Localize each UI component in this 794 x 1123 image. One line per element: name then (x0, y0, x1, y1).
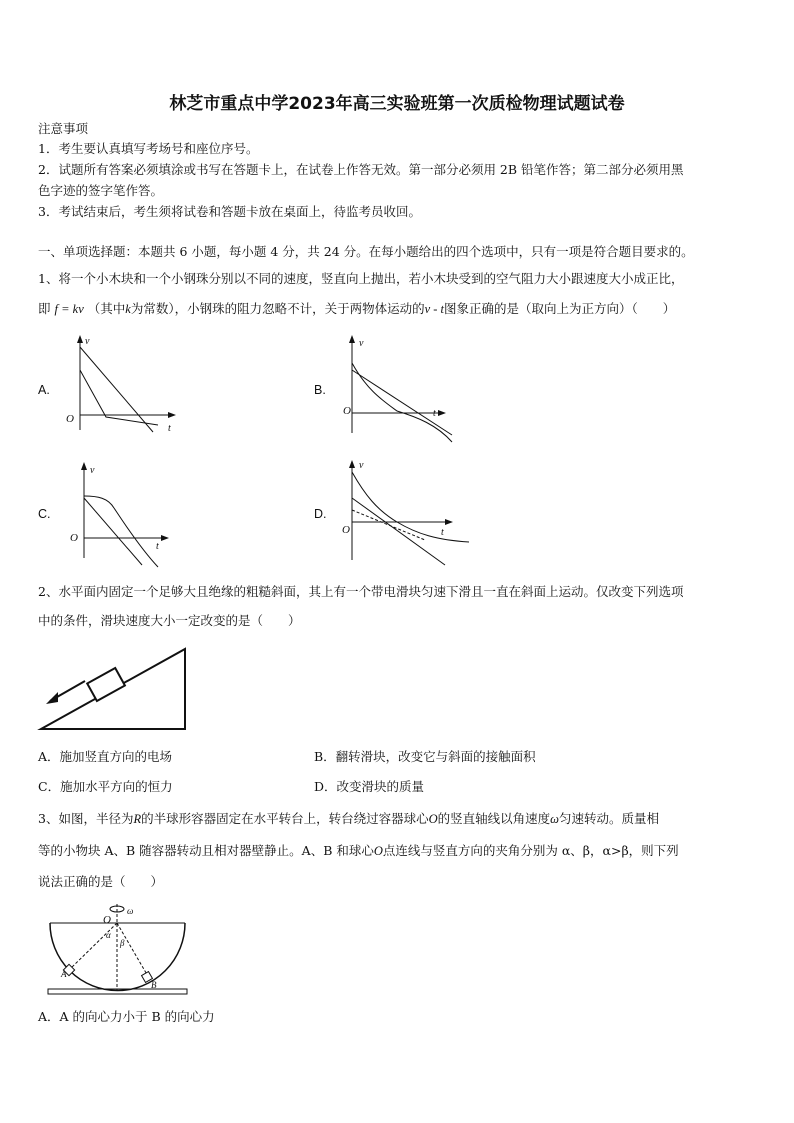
label-omega: ω (127, 906, 134, 916)
q3-text-d: 匀速转动。质量相 (559, 811, 660, 826)
q1-line-2 (38, 301, 675, 317)
q3-omega: ω (550, 812, 559, 826)
axis-v-label: v (90, 465, 95, 476)
steel-ball-line (84, 498, 142, 565)
q2-option-c[interactable]: C．施加水平方向的恒力 (38, 779, 173, 794)
t-axis-arrow-icon (168, 412, 176, 418)
v-axis-arrow-icon (349, 335, 355, 343)
t-axis-arrow-icon (438, 410, 446, 416)
q3-text-e: 等的小物块 A、B 随容器转动且相对器壁静止。A、B 和球心 (38, 843, 374, 858)
origin-label: O (342, 524, 350, 536)
q3-R: R (133, 812, 142, 826)
axis-t-label: t (441, 527, 444, 538)
slider-block (87, 668, 125, 701)
origin-label: O (70, 532, 78, 544)
q1-option-c-label[interactable]: C. (38, 507, 51, 521)
q2-line-1: 2、水平面内固定一个足够大且绝缘的粗糙斜面，其上有一个带电滑块匀速下滑且一直在斜面上运动。仅改变下列选项 (38, 584, 684, 599)
t-axis-arrow-icon (161, 535, 169, 541)
q3-text-b: 的半球形容器固定在水平转台上，转台绕过容器球心 (141, 811, 429, 826)
q3-O: O (428, 812, 438, 826)
q2-option-d[interactable]: D．改变滑块的质量 (314, 779, 425, 794)
q1-text-c: 为常数），小钢珠的阻力忽略不计，关于两物体运动的 (130, 301, 425, 316)
q1-option-a-label[interactable]: A. (38, 383, 50, 397)
notice-item-1: 1．考生要认真填写考场号和座位序号。 (38, 141, 259, 156)
q1-formula: f = kv (54, 302, 84, 316)
origin-label: O (66, 413, 74, 425)
wood-block-line (80, 370, 158, 425)
label-a: A (61, 969, 67, 979)
q2-option-b[interactable]: B．翻转滑块，改变它与斜面的接触面积 (314, 749, 536, 764)
axis-v-label: v (359, 460, 364, 471)
q3-line-1 (38, 811, 659, 827)
down-left-arrow-icon (46, 692, 58, 704)
section-heading: 一、单项选择题：本题共 6 小题，每小题 4 分，共 24 分。在每小题给出的四个选项中，只有一项是符合题目要求的。 (38, 244, 694, 259)
v-axis-arrow-icon (81, 462, 87, 470)
axis-t-label: t (156, 541, 159, 552)
tangent-dashed-line (352, 510, 425, 540)
q3-line-3: 说法正确的是（ ） (38, 874, 164, 889)
q2-line-2: 中的条件，滑块速度大小一定改变的是（ ） (38, 613, 301, 628)
steel-ball-line (352, 370, 452, 435)
notice-item-2-cont: 色字迹的签字笔作答。 (38, 183, 164, 198)
q3-text-f: 点连线与竖直方向的夹角分别为 α、β，α>β，则下列 (382, 843, 679, 858)
q3-line-2 (38, 843, 679, 859)
notice-item-3: 3．考试结束后，考生须将试卷和答题卡放在桌面上，待监考员收回。 (38, 204, 421, 219)
q1-option-b-label[interactable]: B. (314, 383, 326, 397)
q3-text-c: 的竖直轴线以角速度 (437, 811, 551, 826)
q1-text-a: 即 (38, 301, 51, 316)
axis-v-label: v (85, 336, 90, 347)
q1-k: k (125, 302, 131, 316)
v-axis-arrow-icon (77, 335, 83, 343)
q1-vt: v - t (424, 302, 445, 316)
axis-t-label: t (168, 423, 171, 434)
q2-option-a[interactable]: A．施加竖直方向的电场 (38, 749, 173, 764)
q3-text-a: 3、如图，半径为 (38, 811, 134, 826)
notice-item-2: 2．试题所有答案必须填涂或书写在答题卡上，在试卷上作答无效。第一部分必须用 2B 铅笔作答；第二部分必须用黑 (38, 162, 684, 177)
t-axis-arrow-icon (445, 519, 453, 525)
axis-v-label: v (359, 338, 364, 349)
label-beta: β (120, 938, 125, 948)
v-axis-arrow-icon (349, 460, 355, 468)
label-b: B (151, 980, 157, 990)
axis-t-label: t (433, 408, 436, 419)
page-title: 林芝市重点中学2023年高三实验班第一次质检物理试题试卷 (169, 94, 625, 114)
q3-hemisphere-figure (45, 902, 195, 998)
wood-block-curve (352, 472, 469, 542)
q1-line-1: 1、将一个小木块和一个小钢珠分别以不同的速度，竖直向上抛出，若小木块受到的空气阻力大小跟速度大小成正比， (38, 271, 684, 286)
q1-graph-b[interactable] (337, 335, 467, 445)
q1-text-b: （其中 (87, 301, 126, 316)
q1-option-d-label[interactable]: D. (314, 507, 327, 521)
q1-graph-a[interactable] (60, 335, 180, 435)
label-o: O (103, 914, 111, 926)
q1-graph-c[interactable] (60, 460, 180, 570)
origin-label: O (343, 405, 351, 417)
q1-graph-d[interactable] (337, 460, 477, 570)
steel-ball-line (352, 498, 445, 565)
q1-text-d: 图象正确的是（取向上为正方向）（ ） (444, 301, 676, 316)
q3-O-2: O (373, 844, 383, 858)
label-alpha: α (106, 930, 111, 940)
line-ob (117, 923, 149, 978)
wood-block-curve (84, 496, 158, 567)
notice-heading: 注意事项 (38, 121, 89, 136)
q3-option-a[interactable]: A．A 的向心力小于 B 的向心力 (38, 1009, 215, 1024)
q2-incline-figure (38, 646, 188, 732)
